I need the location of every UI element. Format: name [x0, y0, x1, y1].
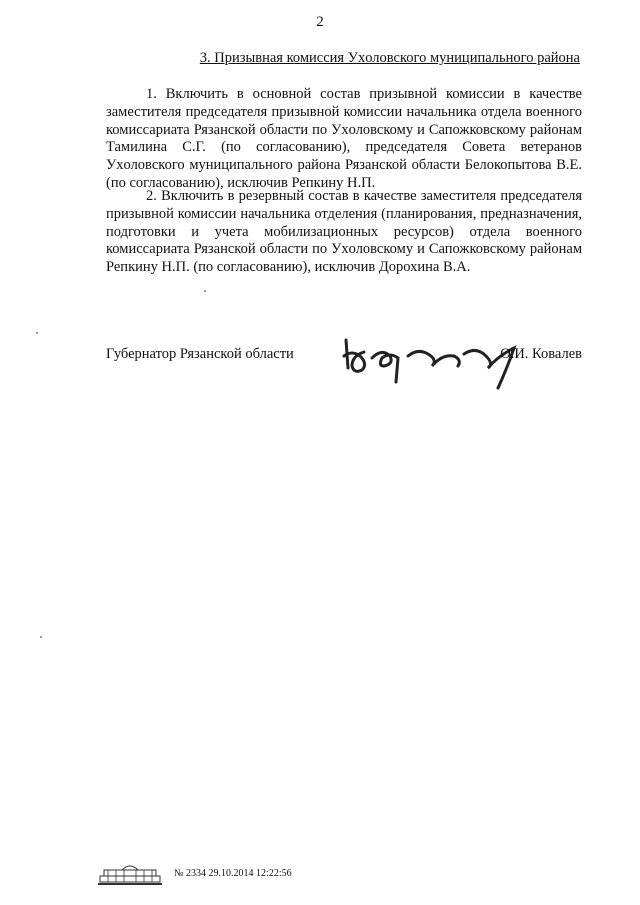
scan-speck	[36, 332, 38, 334]
signer-name: О.И. Ковалев	[500, 346, 582, 362]
section-title: 3. Призывная комиссия Уxоловского муниципального района	[199, 50, 580, 66]
registration-stamp: № 2334 29.10.2014 12:22:56	[174, 868, 292, 879]
paragraph-2: 2. Включить в резервный состав в качестве заместителя председателя призывной комиссии начальника отделения (планирования, предназначения, подготовки и учета мобилизационных ресурсов) отдела военного комиссариата Рязанской области по Уxоловскому и Сапожковскому районам Репкину Н.П. (по согласованию), исключив Дорохина В.А.	[106, 188, 582, 276]
paragraph-1: 1. Включить в основной состав призывной комиссии в качестве заместителя председателя призывной комиссии начальника отдела военного комиссариата Рязанской области по Уxоловскому и Сапожковскому районам Тамилина С.Г. (по согласованию), председателя Совета ветеранов Уxоловского муниципального района Рязанской области Белокопытова В.Е. (по согласованию), исключив Репкину Н.П.	[106, 86, 582, 191]
document-footer	[98, 862, 358, 886]
scan-speck	[204, 290, 206, 292]
signature-block	[106, 338, 582, 378]
scan-speck	[40, 636, 42, 638]
signer-title: Губернатор Рязанской области	[106, 346, 294, 362]
building-logo-icon	[98, 862, 162, 886]
page-number: 2	[316, 14, 324, 30]
